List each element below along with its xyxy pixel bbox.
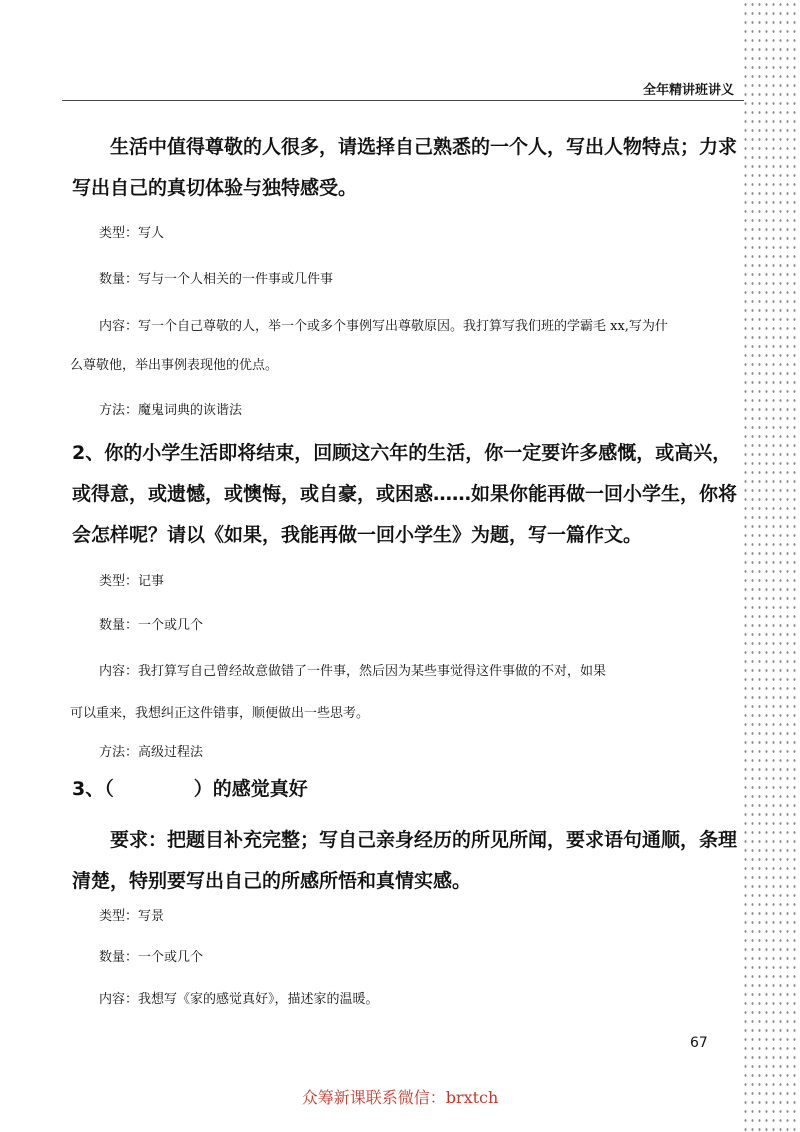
page-number: 67 — [690, 1035, 708, 1051]
q3-type: 类型：写景 — [99, 909, 165, 924]
footer-watermark: 众筹新课联系微信：brxtch — [301, 1088, 499, 1107]
q2-method: 方法：高级过程法 — [99, 745, 204, 760]
q3-prompt: 要求：把题目补充完整；写自己亲身经历的所见所闻，要求语句通顺，条理清楚，特别要写出自己的所感所悟和真情实感。 — [72, 829, 738, 892]
dotted-margin — [742, 0, 800, 1132]
q1-amount: 数量：写与一个人相关的一件事或几件事 — [99, 272, 334, 287]
q3-title-suffix: ）的感觉真好 — [193, 778, 308, 800]
q1-method: 方法：魔鬼词典的诙谐法 — [99, 403, 243, 418]
q2-content-2: 可以重来，我想纠正这件错事，顺便做出一些思考。 — [70, 706, 370, 721]
q3-title-prefix: 3、（ — [72, 778, 114, 800]
q3-amount: 数量：一个或几个 — [99, 950, 204, 965]
q1-content-2: 么尊敬他，举出事例表现他的优点。 — [70, 358, 279, 373]
q2-content-1: 内容：我打算写自己曾经故意做错了一件事，然后因为某些事觉得这件事做的不对，如果 — [99, 664, 607, 679]
q2-prompt: 2、你的小学生活即将结束，回顾这六年的生活，你一定要许多感慨，或高兴，或得意，或遗憾，或懊悔，或自豪，或困惑……如果你能再做一回小学生，你将会怎样呢？请以《如果，我能再做一回小学生》为题，写一篇作文。 — [72, 442, 738, 546]
q1-content-1: 内容：写一个自己尊敬的人，举一个或多个事例写出尊敬原因。我打算写我们班的学霸毛 xx,写为什 — [99, 319, 668, 334]
page-header-title: 全年精讲班讲义 — [642, 83, 734, 98]
q1-prompt: 生活中值得尊敬的人很多，请选择自己熟悉的一个人，写出人物特点；力求写出自己的真切体验与独特感受。 — [72, 136, 738, 199]
header-rule — [62, 100, 744, 101]
q2-type: 类型：记事 — [99, 574, 165, 589]
q3-content: 内容：我想写《家的感觉真好》，描述家的温暖。 — [99, 992, 379, 1007]
q3-title — [72, 769, 742, 810]
q1-type: 类型：写人 — [99, 226, 165, 241]
q2-amount: 数量：一个或几个 — [99, 618, 204, 633]
